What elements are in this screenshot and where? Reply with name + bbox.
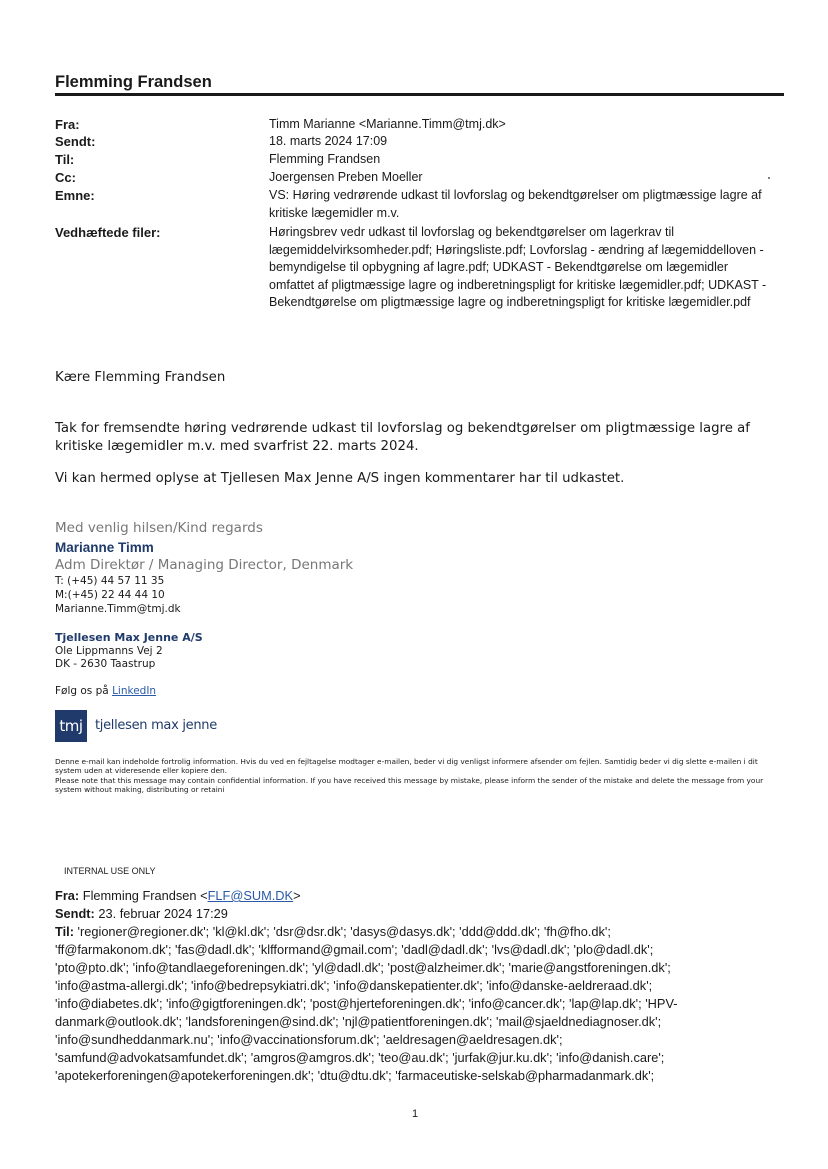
- header-label-sent: Sendt:: [55, 134, 96, 149]
- forwarded-to: [55, 923, 785, 1085]
- signature-company: Tjellesen Max Jenne A/S: [55, 631, 203, 644]
- forwarded-from-email-link[interactable]: FLF@SUM.DK: [207, 888, 294, 903]
- forwarded-to-text: 'regioner@regioner.dk'; 'kl@kl.dk'; 'dsr@dsr.dk'; 'dasys@dasys.dk'; 'ddd@ddd.dk'; 'fh@fho.dk';: [77, 924, 611, 939]
- follow-prefix: Følg os på: [55, 685, 113, 697]
- forwarded-to-line: 'ff@farmakonom.dk'; 'fas@dadl.dk'; 'klfformand@gmail.com'; 'dadl@dadl.dk'; 'lvs@dadl.dk'; 'plo@dadl.dk';: [55, 942, 654, 957]
- disclaimer: [55, 757, 780, 794]
- header-value-subject: VS: Høring vedrørende udkast til lovforslag og bekendtgørelser om pligtmæssige lagre af kritiske lægemidler m.v.: [269, 188, 762, 220]
- sender-heading: Flemming Frandsen: [55, 73, 212, 91]
- header-value-to: Flemming Frandsen: [269, 152, 381, 166]
- signature-phone: T: (+45) 44 57 11 35: [55, 575, 165, 587]
- classification-label: INTERNAL USE ONLY: [64, 866, 156, 876]
- forwarded-to-line: 'pto@pto.dk'; 'info@tandlaegeforeningen.dk'; 'yl@dadl.dk'; 'post@alzheimer.dk'; 'marie@angstforeningen.dk';: [55, 960, 671, 975]
- forwarded-to-line: 'info@astma-allergi.dk'; 'info@bedrepsykiatri.dk'; 'info@danskepatienter.dk'; 'info@danske-aeldreraad.dk';: [55, 978, 653, 993]
- header-value-cc: Joergensen Preben Moeller: [269, 170, 423, 184]
- header-value-sent: 18. marts 2024 17:09: [269, 134, 388, 148]
- logo-mark: tmj: [59, 717, 83, 735]
- forwarded-to-line: 'info@sundheddanmark.nu'; 'info@vaccinationsforum.dk'; 'aeldresagen@aeldresagen.dk';: [55, 1032, 563, 1047]
- signature-mobile: M:(+45) 22 44 44 10: [55, 589, 165, 601]
- signature-street: Ole Lippmanns Vej 2: [55, 645, 163, 657]
- company-logo-icon: [55, 710, 87, 742]
- forwarded-from-label: Fra:: [55, 888, 80, 903]
- header-label-to: Til:: [55, 152, 75, 167]
- page-number: 1: [412, 1108, 419, 1120]
- body-paragraph-1: Tak for fremsendte høring vedrørende udkast til lovforslag og bekendtgørelser om pligtmæssige lagre af kritiske lægemidler m.v. med svarfrist 22. marts 2024.: [55, 421, 750, 454]
- forwarded-to-line: danmark@outlook.dk'; 'landsforeningen@sind.dk'; 'njl@patientforeningen.dk'; 'mail@sjaeldnediagnoser.dk';: [55, 1014, 662, 1029]
- linkedin-link[interactable]: LinkedIn: [112, 685, 157, 697]
- heading-rule: [55, 93, 784, 96]
- forwarded-to-line: 'apotekerforeningen@apotekerforeningen.dk'; 'dtu@dtu.dk'; 'farmaceutiske-selskab@pharmadanmark.dk';: [55, 1068, 655, 1083]
- header-label-subject: Emne:: [55, 188, 95, 203]
- signature-name: Marianne Timm: [55, 540, 154, 555]
- forwarded-sent: [55, 905, 785, 923]
- disclaimer-danish: Denne e-mail kan indeholde fortrolig information. Hvis du ved en fejltagelse modtager e-mailen, beder vi dig venligst informere afsender om fejlen. Samtidig beder vi dig slette e-mailen i dit system uden at videresende eller kopiere den.: [55, 757, 758, 776]
- follow-us: [55, 685, 156, 698]
- forwarded-from-close: >: [293, 888, 301, 903]
- forwarded-to-line: 'samfund@advokatsamfundet.dk'; 'amgros@amgros.dk'; 'teo@au.dk'; 'jurfak@jur.ku.dk'; 'info@danish.care';: [55, 1050, 665, 1065]
- company-logo-text: tjellesen max jenne: [95, 718, 217, 733]
- forwarded-from: [55, 887, 785, 905]
- forwarded-to-label: Til:: [55, 924, 74, 939]
- header-label-cc: Cc:: [55, 170, 76, 185]
- header-label-from: Fra:: [55, 117, 80, 132]
- scan-speck: [768, 177, 770, 179]
- disclaimer-english: Please note that this message may contain confidential information. If you have received this message by mistake, please inform the sender of the mistake and delete the message from your system without making, distributing or retaini: [55, 775, 764, 794]
- body-paragraph-2: Vi kan hermed oplyse at Tjellesen Max Jenne A/S ingen kommentarer har til udkastet.: [55, 471, 625, 486]
- greeting: Kære Flemming Frandsen: [55, 370, 226, 385]
- forwarded-to-line: 'info@diabetes.dk'; 'info@gigtforeningen.dk'; 'post@hjerteforeningen.dk'; 'info@cancer.dk'; 'lap@lap.dk'; 'HPV-: [55, 996, 678, 1011]
- header-label-attachments: Vedhæftede filer:: [55, 225, 161, 240]
- forwarded-sent-label: Sendt:: [55, 906, 95, 921]
- forwarded-sent-value: 23. februar 2024 17:29: [98, 906, 228, 921]
- signature-email: Marianne.Timm@tmj.dk: [55, 603, 181, 615]
- forwarded-to-line: [55, 923, 785, 941]
- header-value-from: Timm Marianne <Marianne.Timm@tmj.dk>: [269, 117, 506, 131]
- header-value-attachments: Høringsbrev vedr udkast til lovforslag og bekendtgørelser om lagerkrav til lægemiddelvirksomheder.pdf; Høringsliste.pdf; Lovforslag - ændring af lægemiddelloven - bemyndigelse til opbygning af lagre.pdf; UDKAST - Bekendtgørelse om lægemidler omfattet af pligtmæssige lagre og indberetningspligt for kritiske lægemidler.pdf; UDKAST - Bekendtgørelse om pligtmæssige lagre og indberetningspligt for kritiske lægemidler.pdf: [269, 225, 767, 309]
- signature-role: Adm Direktør / Managing Director, Denmark: [55, 557, 354, 573]
- forwarded-from-name: Flemming Frandsen <: [82, 888, 208, 903]
- signature-closing: Med venlig hilsen/Kind regards: [55, 520, 263, 536]
- signature-city: DK - 2630 Taastrup: [55, 658, 156, 670]
